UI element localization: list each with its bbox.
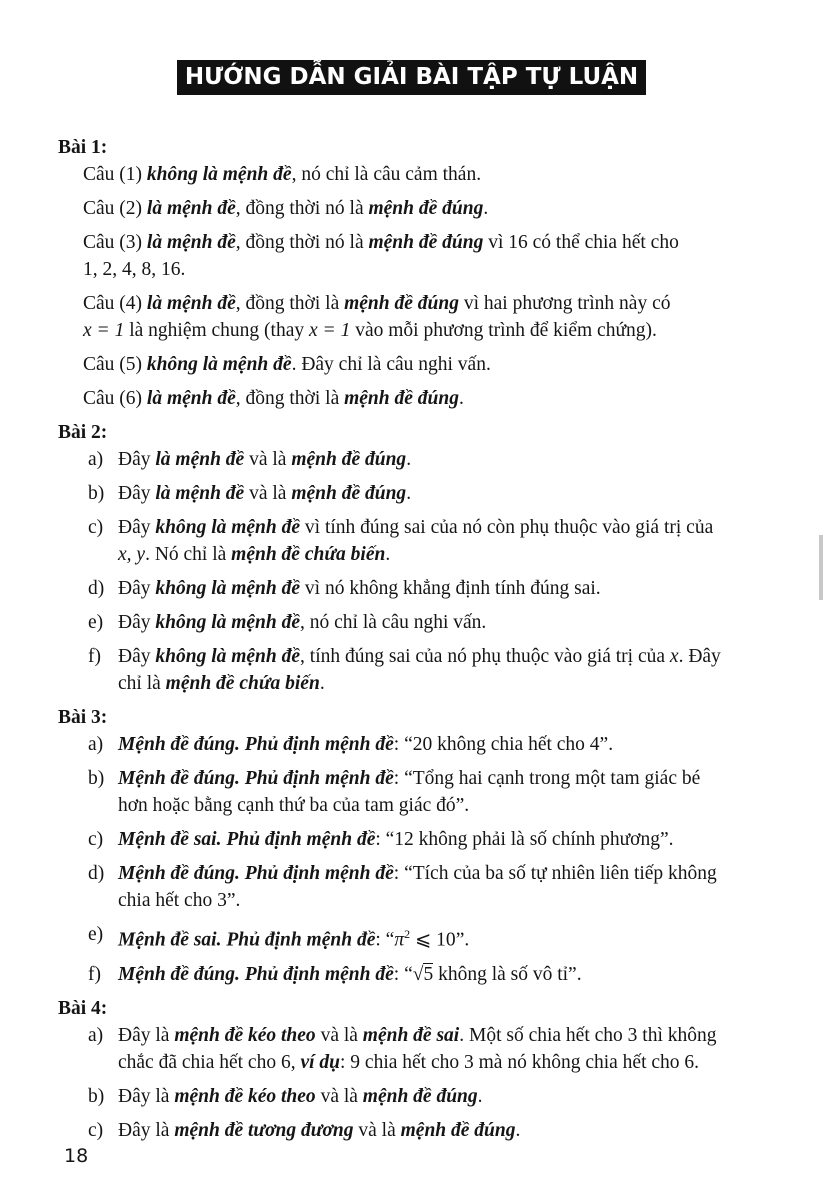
sqrt-symbol: √: [412, 963, 424, 985]
page-number: 18: [64, 1145, 89, 1167]
answer-item-d: d) Đây không là mệnh đề vì nó không khẳng định tính đúng sai.: [88, 578, 601, 599]
exercise-4: [58, 995, 783, 1144]
math-pi: π: [394, 929, 405, 951]
answer-item-a: a) Đây là mệnh đề và là mệnh đề đúng.: [88, 449, 412, 470]
answer-item-e: e) Đây không là mệnh đề, nó chỉ là câu nghi vấn.: [88, 612, 487, 633]
answer-item-e: e) Mệnh đề sai. Phủ định mệnh đề: “$\pi^2$ ⩽ 10”.: [88, 924, 470, 951]
answer-item-b: b) Đây là mệnh đề và là mệnh đề đúng.: [88, 483, 412, 504]
answer-item-b: b) Mệnh đề đúng. Phủ định mệnh đề: “Tổng hai cạnh trong một tam giác bé hơn hoặc bằng cạnh thứ ba của tam giác đó”.: [88, 768, 701, 816]
answer-item-c: c) Đây là mệnh đề tương đương và là mệnh đề đúng.: [88, 1119, 521, 1141]
exercise-heading: Bài 3:: [58, 707, 108, 728]
question-1-answer: Câu (1) không là mệnh đề, nó chỉ là câu cảm thán.: [83, 164, 482, 185]
exercise-heading: Bài 2:: [58, 422, 108, 443]
answer-item-d: d) Mệnh đề đúng. Phủ định mệnh đề: “Tích của ba số tự nhiên liên tiếp không chia hết cho 3”.: [88, 863, 717, 911]
exercise-heading: Bài 1:: [58, 137, 108, 158]
exercise-3: [58, 704, 783, 988]
answer-item-f: f) Đây không là mệnh đề, tính đúng sai của nó phụ thuộc vào giá trị của x. Đây chỉ là mệnh đề chứa biến.: [88, 646, 721, 694]
exercise-2: [58, 419, 783, 697]
exercise-heading: Bài 4:: [58, 997, 108, 1019]
question-2-answer: Câu (2) là mệnh đề, đồng thời nó là mệnh đề đúng.: [83, 198, 489, 219]
answer-item-a: a) Mệnh đề đúng. Phủ định mệnh đề: “20 không chia hết cho 4”.: [88, 734, 614, 755]
question-4-answer: Câu (4) là mệnh đề, đồng thời là mệnh đề đúng vì hai phương trình này có x = 1 là nghiệm chung (thay x = 1 vào mỗi phương trình để kiểm chứng).: [83, 293, 671, 341]
exercise-1: [58, 134, 783, 412]
answer-item-f: f) Mệnh đề đúng. Phủ định mệnh đề: “√5 không là số vô tỉ”.: [88, 963, 582, 985]
question-5-answer: Câu (5) không là mệnh đề. Đây chỉ là câu nghi vấn.: [83, 354, 491, 375]
title-banner: [0, 60, 823, 95]
question-3-answer: Câu (3) là mệnh đề, đồng thời nó là mệnh đề đúng vì 16 có thể chia hết cho 1, 2, 4, 8, 16.: [83, 232, 679, 280]
answer-item-c: c) Đây không là mệnh đề vì tính đúng sai của nó còn phụ thuộc vào giá trị của x, y. Nó chỉ là mệnh đề chứa biến.: [88, 517, 714, 565]
answer-item-c: c) Mệnh đề sai. Phủ định mệnh đề: “12 không phải là số chính phương”.: [88, 829, 674, 850]
page-edge-shadow: [819, 535, 823, 600]
page-title: HƯỚNG DẪN GIẢI BÀI TẬP TỰ LUẬN: [177, 60, 646, 95]
question-6-answer: Câu (6) là mệnh đề, đồng thời là mệnh đề đúng.: [83, 388, 464, 409]
solutions-content: [58, 134, 783, 1144]
answer-item-b: b) Đây là mệnh đề kéo theo và là mệnh đề đúng.: [88, 1085, 483, 1107]
answer-item-a: a) Đây là mệnh đề kéo theo và là mệnh đề sai. Một số chia hết cho 3 thì không chắc đã chia hết cho 6, ví dụ: 9 chia hết cho 3 mà nó không chia hết cho 6.: [88, 1024, 717, 1073]
